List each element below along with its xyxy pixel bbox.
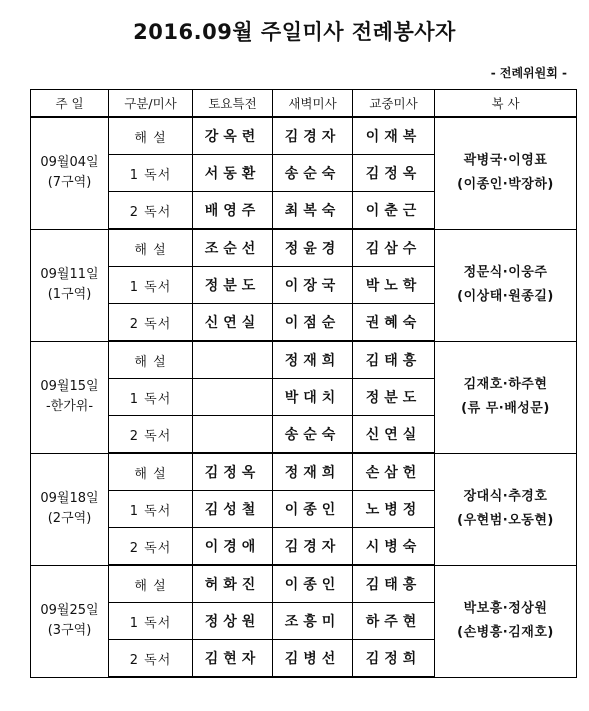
altar-servers-cell	[435, 565, 577, 677]
main-mass-cell: 정분도	[353, 379, 435, 416]
sunday-date-cell	[31, 565, 109, 677]
dawn-mass-cell: 김경자	[273, 117, 353, 155]
saturday-vigil-cell	[193, 379, 273, 416]
saturday-vigil-cell: 강옥련	[193, 117, 273, 155]
role-cell: 해 설	[109, 565, 193, 603]
sunday-area: (3구역)	[47, 623, 92, 638]
dawn-mass-cell: 이점순	[273, 304, 353, 342]
saturday-vigil-cell	[193, 341, 273, 379]
altar-servers-cell	[435, 453, 577, 565]
saturday-vigil-cell	[193, 416, 273, 454]
saturday-vigil-cell: 김현자	[193, 640, 273, 678]
main-mass-cell: 노병정	[353, 491, 435, 528]
main-mass-cell: 권혜숙	[353, 304, 435, 342]
dawn-mass-cell: 이장국	[273, 267, 353, 304]
main-mass-cell: 신연실	[353, 416, 435, 454]
saturday-vigil-cell: 허화진	[193, 565, 273, 603]
main-mass-cell: 이재복	[353, 117, 435, 155]
role-cell: 해 설	[109, 341, 193, 379]
committee-label: - 전례위원회 -	[490, 66, 567, 80]
sunday-area: -한가위-	[45, 399, 94, 414]
altar-servers-cell	[435, 229, 577, 341]
dawn-mass-cell: 최복숙	[273, 192, 353, 230]
header-row	[31, 90, 577, 118]
table-row	[31, 453, 577, 491]
saturday-vigil-cell: 김성철	[193, 491, 273, 528]
dawn-mass-cell: 송순숙	[273, 155, 353, 192]
altar-servers-main: 곽병국·이영표	[463, 153, 548, 169]
header-sunday: 주 일	[31, 90, 109, 118]
dawn-mass-cell: 이종인	[273, 565, 353, 603]
table-row	[31, 117, 577, 155]
dawn-mass-cell: 송순숙	[273, 416, 353, 454]
sunday-area: (7구역)	[47, 175, 92, 191]
dawn-mass-cell: 정재희	[273, 453, 353, 491]
saturday-vigil-cell: 조순선	[193, 229, 273, 267]
altar-servers-main: 정문식·이웅주	[463, 265, 548, 280]
role-cell: 1 독서	[109, 379, 193, 416]
main-mass-cell: 김태흥	[353, 341, 435, 379]
table-row	[31, 341, 577, 379]
role-cell: 1 독서	[109, 491, 193, 528]
sunday-date: 09월11일	[40, 267, 99, 282]
saturday-vigil-cell: 신연실	[193, 304, 273, 342]
main-mass-cell: 이춘근	[353, 192, 435, 230]
role-cell: 1 독서	[109, 603, 193, 640]
altar-servers-main: 김재호·하주현	[463, 377, 548, 392]
header-division: 구분/미사	[109, 90, 193, 118]
sunday-date-cell	[31, 229, 109, 341]
main-mass-cell: 손삼헌	[353, 453, 435, 491]
altar-servers-reserve: (손병흥·김재호)	[457, 625, 554, 640]
dawn-mass-cell: 이종인	[273, 491, 353, 528]
dawn-mass-cell: 정재희	[273, 341, 353, 379]
sunday-date: 09월25일	[40, 603, 99, 618]
saturday-vigil-cell: 정상원	[193, 603, 273, 640]
sunday-date: 09월18일	[40, 491, 99, 506]
sunday-date-cell	[31, 341, 109, 453]
altar-servers-reserve: (우현범·오동현)	[457, 513, 554, 528]
dawn-mass-cell: 김경자	[273, 528, 353, 566]
altar-servers-reserve: (이상태·원종길)	[457, 289, 554, 304]
main-mass-cell: 김태흥	[353, 565, 435, 603]
dawn-mass-cell: 조흥미	[273, 603, 353, 640]
role-cell: 1 독서	[109, 155, 193, 192]
role-cell: 해 설	[109, 453, 193, 491]
table-row	[31, 565, 577, 603]
main-mass-cell: 김정희	[353, 640, 435, 678]
saturday-vigil-cell: 배영주	[193, 192, 273, 230]
role-cell: 2 독서	[109, 304, 193, 342]
main-mass-cell: 박노학	[353, 267, 435, 304]
main-mass-cell: 하주현	[353, 603, 435, 640]
table-row	[31, 229, 577, 267]
role-cell: 2 독서	[109, 528, 193, 566]
role-cell: 1 독서	[109, 267, 193, 304]
header-main-mass: 교중미사	[353, 90, 435, 118]
main-mass-cell: 김정옥	[353, 155, 435, 192]
sunday-date-cell	[31, 117, 109, 229]
sunday-date: 09월15일	[40, 379, 99, 394]
saturday-vigil-cell: 김정옥	[193, 453, 273, 491]
page-title: 2016.09월 주일미사 전례봉사자	[133, 20, 456, 44]
altar-servers-cell	[435, 341, 577, 453]
role-cell: 해 설	[109, 229, 193, 267]
altar-servers-reserve: (이종인·박장하)	[457, 177, 554, 193]
sunday-date: 09월04일	[40, 155, 99, 171]
altar-servers-reserve: (류 무·배성문)	[461, 401, 550, 416]
dawn-mass-cell: 박대치	[273, 379, 353, 416]
role-cell: 2 독서	[109, 416, 193, 454]
dawn-mass-cell: 정윤경	[273, 229, 353, 267]
saturday-vigil-cell: 이경애	[193, 528, 273, 566]
altar-servers-cell	[435, 117, 577, 229]
saturday-vigil-cell: 정분도	[193, 267, 273, 304]
header-dawn-mass: 새벽미사	[273, 90, 353, 118]
header-saturday-vigil: 토요특전	[193, 90, 273, 118]
altar-servers-main: 장대식·추경호	[463, 489, 548, 504]
sunday-date-cell	[31, 453, 109, 565]
altar-servers-main: 박보흥·정상원	[463, 601, 548, 616]
role-cell: 2 독서	[109, 192, 193, 230]
sunday-area: (2구역)	[47, 511, 92, 526]
main-mass-cell: 시병숙	[353, 528, 435, 566]
saturday-vigil-cell: 서동환	[193, 155, 273, 192]
dawn-mass-cell: 김병선	[273, 640, 353, 678]
role-cell: 해 설	[109, 117, 193, 155]
header-altar-servers: 복 사	[435, 90, 577, 118]
role-cell: 2 독서	[109, 640, 193, 678]
roster-table	[30, 89, 577, 678]
main-mass-cell: 김삼수	[353, 229, 435, 267]
sunday-area: (1구역)	[47, 287, 92, 302]
